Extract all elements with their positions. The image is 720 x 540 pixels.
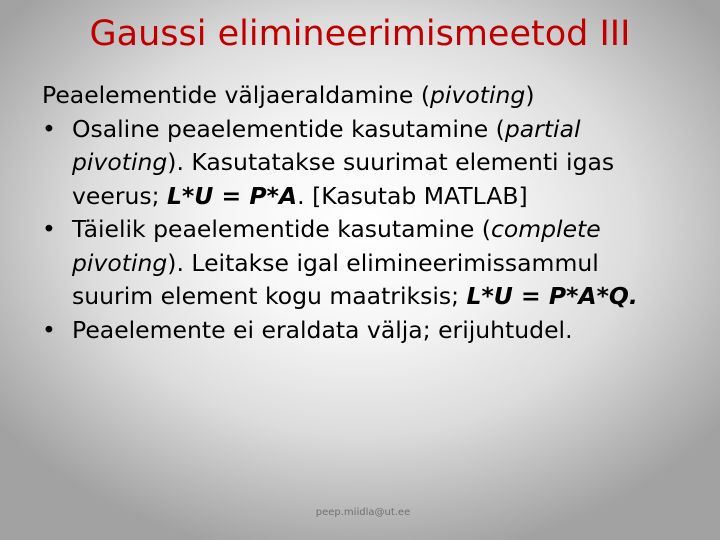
intro-close: ) bbox=[525, 81, 535, 109]
bullet-item-complete-pivoting-cont bbox=[42, 247, 702, 281]
item-text: ). Kasutatakse suurimat elementi igas bbox=[167, 148, 615, 176]
item-text: ). Leitakse igal elimineerimissammul bbox=[167, 248, 599, 277]
bullet-item-partial-pivoting bbox=[42, 113, 702, 147]
bullet-icon: • bbox=[42, 215, 56, 243]
bullet-item-complete-pivoting-cont2 bbox=[42, 280, 702, 314]
bullet-item-partial-pivoting-cont2 bbox=[42, 180, 702, 214]
bullet-item-no-pivoting bbox=[42, 314, 702, 348]
formula-partial: L*U = P*A bbox=[167, 181, 298, 210]
intro-text: Peaelementide väljaeraldamine ( bbox=[42, 81, 431, 109]
footer-email: peep.miidla@ut.ee bbox=[315, 507, 411, 518]
item-italic: complete bbox=[490, 215, 601, 243]
formula-complete: L*U = P*A*Q. bbox=[466, 282, 638, 310]
item-text: Täielik peaelementide kasutamine ( bbox=[72, 215, 491, 243]
slide-title: Gaussi elimineerimismeetod III bbox=[89, 14, 631, 54]
bullet-item-complete-pivoting bbox=[42, 213, 702, 247]
bullet-icon: • bbox=[42, 315, 56, 344]
item-text: veerus; bbox=[72, 181, 168, 210]
item-italic: pivoting bbox=[72, 148, 168, 176]
bullet-icon: • bbox=[42, 114, 56, 143]
item-italic: pivoting bbox=[72, 248, 168, 277]
item-text: suurim element kogu maatriksis; bbox=[72, 282, 467, 310]
item-text: . [Kasutab MATLAB] bbox=[297, 181, 528, 210]
intro-italic: pivoting bbox=[430, 81, 526, 109]
bullet-item-partial-pivoting-cont bbox=[42, 146, 702, 180]
item-text: Peaelemente ei eraldata välja; erijuhtudel. bbox=[72, 315, 573, 344]
intro-line bbox=[42, 79, 702, 113]
slide-body bbox=[42, 79, 702, 347]
item-italic: partial bbox=[504, 114, 581, 143]
item-text: Osaline peaelementide kasutamine ( bbox=[72, 114, 505, 143]
